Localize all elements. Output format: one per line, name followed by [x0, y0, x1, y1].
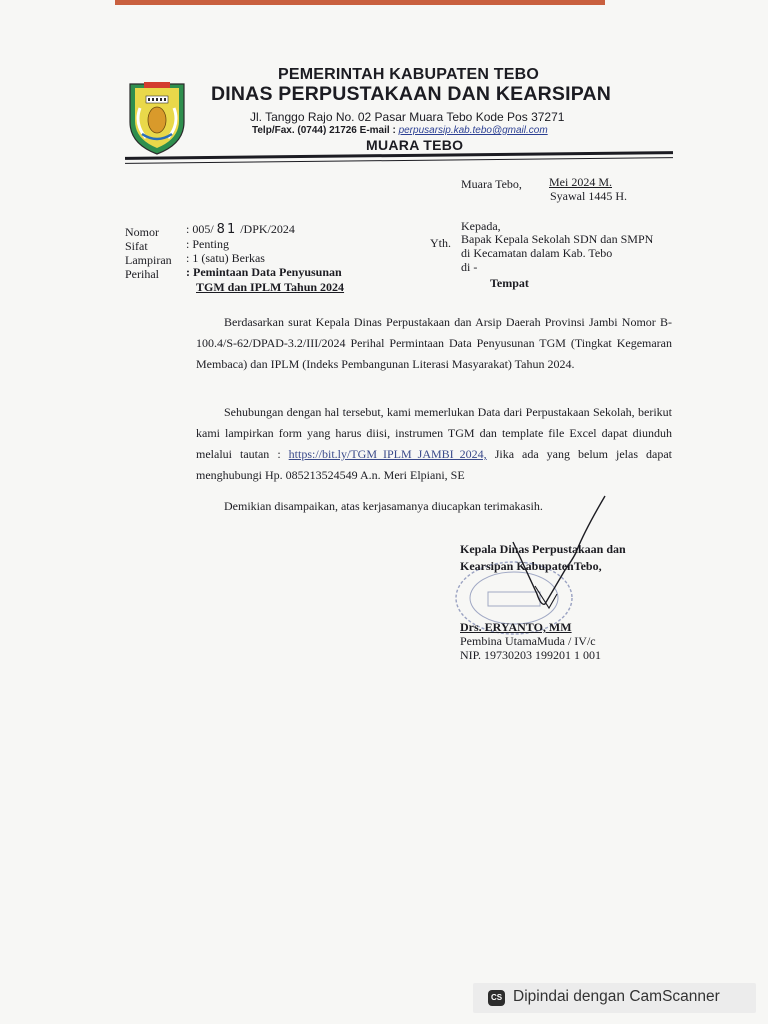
letterhead-address: Jl. Tanggo Rajo No. 02 Pasar Muara Tebo Kode Pos 37271 [250, 110, 565, 124]
lampiran-value: : 1 (satu) Berkas [186, 251, 265, 265]
nomor-suffix: /DPK/2024 [240, 222, 295, 236]
recipient-yth: Yth. [430, 236, 451, 250]
download-link[interactable]: https://bit.ly/TGM_IPLM_JAMBI_2024, [288, 447, 487, 461]
body-paragraph-2 [196, 402, 672, 486]
camscanner-label: Dipindai dengan CamScanner [513, 988, 720, 1005]
recipient-kepada: Kepada, [461, 219, 501, 233]
letterhead-government: PEMERINTAH KABUPATEN TEBO [278, 66, 539, 83]
sifat-label: Sifat [125, 239, 148, 253]
signatory-title-line2: Kearsipan KabupatenTebo, [460, 559, 602, 573]
body-p2-before: Sehubungan dengan hal tersebut, kami memerlukan Data dari Perpustakaan Sekolah, berikut kami lampirkan form yang harus diisi, instrumen TGM dan template file Excel dapat diunduh melalui tautan : [196, 405, 672, 461]
tebo-regency-logo [124, 74, 190, 156]
recipient-line3: di - [461, 260, 478, 274]
perihal-label: Perihal [125, 267, 159, 281]
lampiran-label: Lampiran [125, 253, 172, 267]
signatory-nip: NIP. 19730203 199201 1 001 [460, 648, 602, 662]
camscanner-watermark [473, 983, 756, 1013]
nomor-prefix: : 005/ [186, 222, 214, 236]
camscanner-icon: CS [488, 990, 505, 1006]
body-paragraph-1 [196, 312, 672, 375]
letterhead-agency: DINAS PERPUSTAKAAN DAN KEARSIPAN [211, 83, 612, 105]
date-hijri: Syawal 1445 H. [550, 189, 627, 203]
nomor-label: Nomor [125, 225, 159, 239]
signatory-rank: Pembina UtamaMuda / IV/c [460, 634, 596, 648]
date-place: Muara Tebo, [461, 177, 522, 191]
body-p1-text: Berdasarkan surat Kepala Dinas Perpustakaan dan Arsip Daerah Provinsi Jambi Nomor B-100.4/S-62/DPAD-3.2/III/2024 Perihal Permintaan Data Penyusunan TGM (Tingkat Kegemaran Membaca) dan IPLM (Indeks Pembangunan Literasi Masyarakat) Tahun 2024. [196, 315, 672, 371]
contact-phone: Telp/Fax. (0744) 21726 E-mail : [252, 125, 399, 136]
date-gregorian: Mei 2024 M. [549, 175, 612, 189]
nomor-handwritten: 81 [216, 222, 238, 237]
sifat-value: : Penting [186, 237, 230, 251]
nomor-value [186, 223, 295, 237]
letterhead-contact [252, 125, 548, 136]
top-page-edge-strip [115, 0, 605, 5]
recipient-place: Tempat [490, 276, 529, 290]
perihal-value-line1: : Pemintaan Data Penyusunan [186, 265, 342, 279]
body-p2-after: Jika ada yang belum jelas dapat menghubungi Hp. 085213524549 A.n. Meri Elpiani, SE [196, 447, 672, 482]
body-closing: Demikian disampaikan, atas kerjasamanya diucapkan terimakasih. [224, 499, 543, 513]
contact-email: perpusarsip.kab.tebo@gmail.com [398, 125, 548, 136]
perihal-value-line2: TGM dan IPLM Tahun 2024 [196, 280, 345, 294]
letterhead-city: MUARA TEBO [366, 137, 464, 153]
signatory-title-line1: Kepala Dinas Perpustakaan dan [460, 542, 626, 556]
recipient-line1: Bapak Kepala Sekolah SDN dan SMPN [461, 232, 654, 246]
recipient-line2: di Kecamatan dalam Kab. Tebo [461, 246, 613, 260]
signatory-name: Drs. ERYANTO, MM [460, 620, 572, 634]
